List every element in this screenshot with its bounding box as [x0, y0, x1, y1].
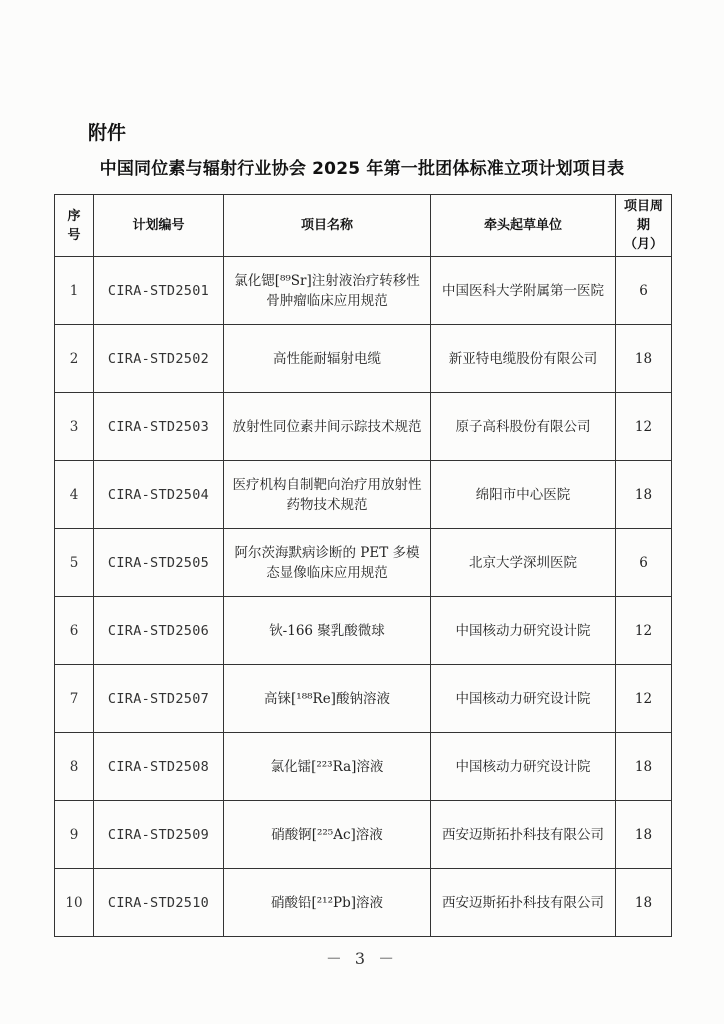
seq-cell: 7 — [55, 665, 94, 733]
header-name — [224, 195, 431, 257]
seq-cell: 6 — [55, 597, 94, 665]
lead-org-cell: 中国核动力研究设计院 — [431, 733, 616, 801]
period-cell: 18 — [616, 461, 672, 529]
header-seq — [55, 195, 94, 257]
plan-code-cell: CIRA-STD2509 — [94, 801, 224, 869]
lead-org-cell: 中国核动力研究设计院 — [431, 597, 616, 665]
seq-cell: 4 — [55, 461, 94, 529]
table-row — [55, 665, 672, 733]
plan-code-cell: CIRA-STD2508 — [94, 733, 224, 801]
table-row — [55, 869, 672, 937]
project-name-cell: 硝酸铅[²¹²Pb]溶液 — [224, 869, 431, 937]
lead-org-cell: 中国医科大学附属第一医院 — [431, 257, 616, 325]
header-seq-label: 序 号 — [67, 208, 81, 243]
period-cell: 18 — [616, 801, 672, 869]
lead-org-cell: 西安迈斯拓扑科技有限公司 — [431, 869, 616, 937]
header-org — [431, 195, 616, 257]
lead-org-cell: 绵阳市中心医院 — [431, 461, 616, 529]
period-cell: 6 — [616, 257, 672, 325]
period-cell: 6 — [616, 529, 672, 597]
seq-cell: 2 — [55, 325, 94, 393]
plan-code-cell: CIRA-STD2502 — [94, 325, 224, 393]
plan-code-cell: CIRA-STD2503 — [94, 393, 224, 461]
header-code-label: 计划编号 — [132, 218, 185, 233]
period-cell: 18 — [616, 733, 672, 801]
table-row — [55, 801, 672, 869]
seq-cell: 10 — [55, 869, 94, 937]
header-period-label: 项目周 期 （月） — [623, 199, 663, 252]
header-period — [616, 195, 672, 257]
document-title: 中国同位素与辐射行业协会 2025 年第一批团体标准立项计划项目表 — [99, 159, 625, 179]
plan-code-cell: CIRA-STD2504 — [94, 461, 224, 529]
period-cell: 18 — [616, 869, 672, 937]
lead-org-cell: 新亚特电缆股份有限公司 — [431, 325, 616, 393]
table-row — [55, 733, 672, 801]
project-plan-table — [54, 194, 672, 937]
seq-cell: 1 — [55, 257, 94, 325]
table-row — [55, 257, 672, 325]
plan-code-cell: CIRA-STD2505 — [94, 529, 224, 597]
seq-cell: 9 — [55, 801, 94, 869]
seq-cell: 8 — [55, 733, 94, 801]
project-name-cell: 钬-166 聚乳酸微球 — [224, 597, 431, 665]
period-cell: 12 — [616, 597, 672, 665]
plan-code-cell: CIRA-STD2510 — [94, 869, 224, 937]
period-cell: 18 — [616, 325, 672, 393]
lead-org-cell: 原子高科股份有限公司 — [431, 393, 616, 461]
lead-org-cell: 中国核动力研究设计院 — [431, 665, 616, 733]
project-name-cell: 氯化镭[²²³Ra]溶液 — [224, 733, 431, 801]
plan-code-cell: CIRA-STD2506 — [94, 597, 224, 665]
project-name-cell: 高性能耐辐射电缆 — [224, 325, 431, 393]
seq-cell: 3 — [55, 393, 94, 461]
project-name-cell: 医疗机构自制靶向治疗用放射性药物技术规范 — [224, 461, 431, 529]
header-name-label: 项目名称 — [300, 218, 353, 233]
table-header-row — [55, 195, 672, 257]
lead-org-cell: 北京大学深圳医院 — [431, 529, 616, 597]
project-name-cell: 高铼[¹⁸⁸Re]酸钠溶液 — [224, 665, 431, 733]
header-org-label: 牵头起草单位 — [483, 218, 562, 233]
project-name-cell: 阿尔茨海默病诊断的 PET 多模态显像临床应用规范 — [224, 529, 431, 597]
attachment-label: 附件 — [88, 122, 127, 144]
period-cell: 12 — [616, 665, 672, 733]
lead-org-cell: 西安迈斯拓扑科技有限公司 — [431, 801, 616, 869]
table-row — [55, 529, 672, 597]
plan-code-cell: CIRA-STD2507 — [94, 665, 224, 733]
period-cell: 12 — [616, 393, 672, 461]
table-row — [55, 393, 672, 461]
header-code — [94, 195, 224, 257]
table-row — [55, 461, 672, 529]
plan-code-cell: CIRA-STD2501 — [94, 257, 224, 325]
project-name-cell: 放射性同位素井间示踪技术规范 — [224, 393, 431, 461]
table-row — [55, 325, 672, 393]
seq-cell: 5 — [55, 529, 94, 597]
page-number: － 3 － — [325, 949, 399, 968]
table-row — [55, 597, 672, 665]
project-name-cell: 氯化锶[⁸⁹Sr]注射液治疗转移性骨肿瘤临床应用规范 — [224, 257, 431, 325]
project-name-cell: 硝酸锕[²²⁵Ac]溶液 — [224, 801, 431, 869]
